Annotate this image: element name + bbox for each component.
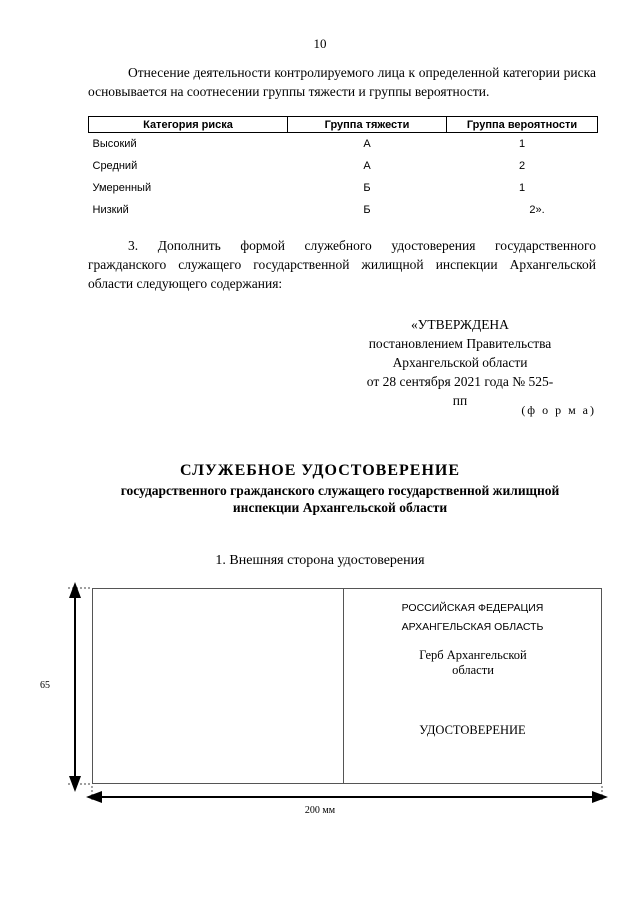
form-label: (ф о р м а)	[521, 403, 596, 417]
header-risk-category: Категория риска	[89, 117, 288, 133]
page-number: 10	[313, 36, 327, 51]
card-emblem-placeholder: Герб Архангельской области	[419, 648, 527, 677]
risk-category-cell: Умеренный	[92, 182, 152, 194]
approval-line-2: постановлением Правительства	[368, 336, 552, 351]
severity-cell: А	[363, 138, 371, 150]
intro-paragraph: Отнесение деятельности контролируемого лица к определенной категории риска основывается на соотнесении группы тяжести и группы вероятности.	[88, 65, 596, 99]
document-subtitle: государственного гражданского служащего государственной жилищной инспекции Архангельской области	[120, 483, 560, 515]
approval-line-4: от 28 сентября 2021 года № 525-пп	[366, 374, 554, 408]
severity-cell: Б	[363, 204, 371, 216]
risk-category-cell: Низкий	[92, 204, 129, 216]
amendment-paragraph: 3. Дополнить формой служебного удостоверения государственного гражданского служащего государственной жилищной инспекции Архангельской области следующего содержания:	[88, 238, 596, 291]
approval-line-3: Архангельской области	[392, 355, 528, 370]
document-title: СЛУЖЕБНОЕ УДОСТОВЕРЕНИЕ	[179, 462, 461, 479]
height-dimension-label: 65	[40, 680, 50, 691]
approval-line-1: «УТВЕРЖДЕНА	[411, 317, 509, 332]
section-heading: 1. Внешняя сторона удостоверения	[215, 553, 425, 568]
card-country-line: РОССИЙСКАЯ ФЕДЕРАЦИЯ	[401, 602, 544, 614]
risk-category-cell: Высокий	[92, 138, 137, 150]
probability-cell: 2».	[529, 204, 545, 216]
severity-cell: Б	[363, 182, 371, 194]
width-dimension-label: 200 мм	[304, 805, 336, 816]
header-probability-group: Группа вероятности	[447, 117, 598, 133]
card-region-line: АРХАНГЕЛЬСКАЯ ОБЛАСТЬ	[401, 621, 544, 633]
header-severity-group: Группа тяжести	[288, 117, 447, 133]
probability-cell: 2	[518, 160, 526, 172]
card-label: УДОСТОВЕРЕНИЕ	[419, 723, 526, 737]
probability-cell: 1	[518, 182, 526, 194]
risk-category-cell: Средний	[92, 160, 138, 172]
probability-cell: 1	[518, 138, 526, 150]
severity-cell: А	[363, 160, 371, 172]
